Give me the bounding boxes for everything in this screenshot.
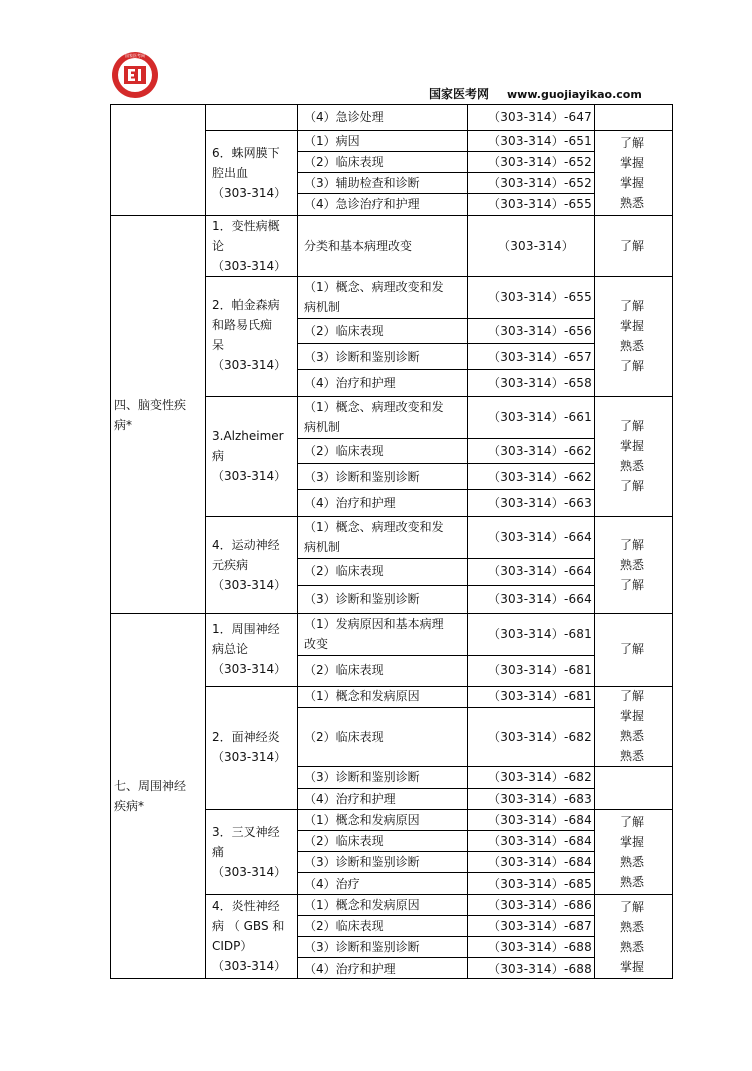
item-page-ref: （303-314）-655 <box>488 290 592 304</box>
item-subtopic: （4）治疗 <box>304 877 360 891</box>
item-subtopic: （2）临床表现 <box>304 919 384 933</box>
item-page-ref: （303-314）-664 <box>488 530 592 544</box>
svg-text:国家医考网: 国家医考网 <box>125 53 145 58</box>
item-subtopic: （4）急诊治疗和护理 <box>304 197 420 211</box>
item-page-ref: （303-314）-681 <box>488 689 592 703</box>
item-page-ref: （303-314）-685 <box>488 877 592 891</box>
item-subtopic: （2）临床表现 <box>304 155 384 169</box>
item-page-ref: （303-314）-658 <box>488 376 592 390</box>
item-page-ref: （303-314）-684 <box>488 834 592 848</box>
item-subtopic: （1）概念和发病原因 <box>304 813 420 827</box>
item-page-ref: （303-314）-682 <box>488 770 592 784</box>
topic-alzheimer: 3.Alzheimer 病 （303-314） <box>212 429 287 483</box>
item-page-ref: （303-314） <box>498 239 574 253</box>
item-page-ref: （303-314）-682 <box>488 730 592 744</box>
item-page-ref: （303-314）-684 <box>488 813 592 827</box>
category-peripheral-nerve: 七、周围神经 疾病* <box>114 779 187 813</box>
requirement-list: 了解 掌握 熟悉 熟悉 <box>620 689 645 763</box>
item-subtopic: （4）治疗和护理 <box>304 496 396 510</box>
item-page-ref: （303-314）-688 <box>488 962 592 976</box>
item-subtopic: （3）诊断和鉴别诊断 <box>304 470 420 484</box>
item-subtopic: （2）临床表现 <box>304 324 384 338</box>
item-page-ref: （303-314）-664 <box>488 592 592 606</box>
item-page-ref: （303-314）-684 <box>488 855 592 869</box>
item-subtopic: （4）急诊处理 <box>304 110 384 124</box>
item-page-ref: （303-314）-687 <box>488 919 592 933</box>
item-page-ref: （303-314）-664 <box>488 564 592 578</box>
item-subtopic: （1）概念和发病原因 <box>304 898 420 912</box>
requirement-list: 了解 <box>620 642 645 656</box>
item-subtopic: （3）诊断和鉴别诊断 <box>304 770 420 784</box>
item-page-ref: （303-314）-662 <box>488 444 592 458</box>
topic-facial-neuritis: 2．面神经炎 （303-314） <box>212 730 287 764</box>
item-page-ref: （303-314）-688 <box>488 940 592 954</box>
item-subtopic: （3）诊断和鉴别诊断 <box>304 855 420 869</box>
site-header <box>429 85 642 102</box>
requirement-list: 了解 掌握 熟悉 熟悉 <box>620 815 645 889</box>
logo-icon <box>110 50 160 100</box>
item-subtopic: （4）治疗和护理 <box>304 792 396 806</box>
item-subtopic: （2）临床表现 <box>304 444 384 458</box>
item-page-ref: （303-314）-652 <box>488 176 592 190</box>
item-page-ref: （303-314）-652 <box>488 155 592 169</box>
item-subtopic: （2）临床表现 <box>304 564 384 578</box>
item-page-ref: （303-314）-686 <box>488 898 592 912</box>
item-subtopic: （2）临床表现 <box>304 663 384 677</box>
topic-parkinson: 2．帕金森病 和路易氏痴 呆 （303-314） <box>212 298 287 372</box>
topic-sah: 6．蛛网膜下 腔出血 （303-314） <box>212 146 287 200</box>
requirement-list: 了解 掌握 熟悉 了解 <box>620 299 645 373</box>
requirement-list: 了解 <box>620 239 645 253</box>
category-brain-degenerative: 四、脑变性疾 病* <box>114 398 187 432</box>
item-subtopic: （4）治疗和护理 <box>304 962 396 976</box>
requirement-list: 了解 掌握 熟悉 了解 <box>620 419 645 493</box>
item-page-ref: （303-314）-651 <box>488 134 592 148</box>
item-subtopic: （1）概念、病理改变和发 病机制 <box>304 280 444 314</box>
item-subtopic: （1）发病原因和基本病理 改变 <box>304 617 444 651</box>
item-page-ref: （303-314）-656 <box>488 324 592 338</box>
requirement-list: 了解 熟悉 熟悉 掌握 <box>620 900 645 974</box>
header-divider <box>110 104 672 105</box>
item-page-ref: （303-314）-647 <box>488 110 592 124</box>
item-page-ref: （303-314）-662 <box>488 470 592 484</box>
topic-gbs-cidp: 4．炎性神经 病 （ GBS 和 CIDP） （303-314） <box>212 899 287 973</box>
item-subtopic: （3）辅助检查和诊断 <box>304 176 420 190</box>
requirement-list: 了解 掌握 掌握 熟悉 <box>620 136 645 210</box>
item-page-ref: （303-314）-681 <box>488 627 592 641</box>
item-subtopic: 分类和基本病理改变 <box>304 239 413 253</box>
requirement-list: 了解 熟悉 了解 <box>620 538 645 592</box>
item-page-ref: （303-314）-661 <box>488 410 592 424</box>
topic-degenerative-intro: 1．变性病概 论 （303-314） <box>212 219 287 273</box>
site-name: 国家医考网 <box>429 87 490 101</box>
item-page-ref: （303-314）-681 <box>488 663 592 677</box>
item-subtopic: （2）临床表现 <box>304 730 384 744</box>
item-subtopic: （1）概念、病理改变和发 病机制 <box>304 520 444 554</box>
item-page-ref: （303-314）-657 <box>488 350 592 364</box>
item-subtopic: （1）病因 <box>304 134 360 148</box>
topic-motor-neuron: 4．运动神经 元疾病 （303-314） <box>212 538 287 592</box>
item-subtopic: （1）概念和发病原因 <box>304 689 420 703</box>
item-page-ref: （303-314）-683 <box>488 792 592 806</box>
item-subtopic: （4）治疗和护理 <box>304 376 396 390</box>
item-page-ref: （303-314）-663 <box>488 496 592 510</box>
topic-peripheral-intro: 1．周围神经 病总论 （303-314） <box>212 622 287 676</box>
topic-trigeminal: 3．三叉神经 痛 （303-314） <box>212 825 287 879</box>
item-subtopic: （3）诊断和鉴别诊断 <box>304 350 420 364</box>
item-subtopic: （3）诊断和鉴别诊断 <box>304 940 420 954</box>
item-subtopic: （2）临床表现 <box>304 834 384 848</box>
site-url[interactable]: www.guojiayikao.com <box>507 88 642 101</box>
item-page-ref: （303-314）-655 <box>488 197 592 211</box>
item-subtopic: （3）诊断和鉴别诊断 <box>304 592 420 606</box>
item-subtopic: （1）概念、病理改变和发 病机制 <box>304 400 444 434</box>
